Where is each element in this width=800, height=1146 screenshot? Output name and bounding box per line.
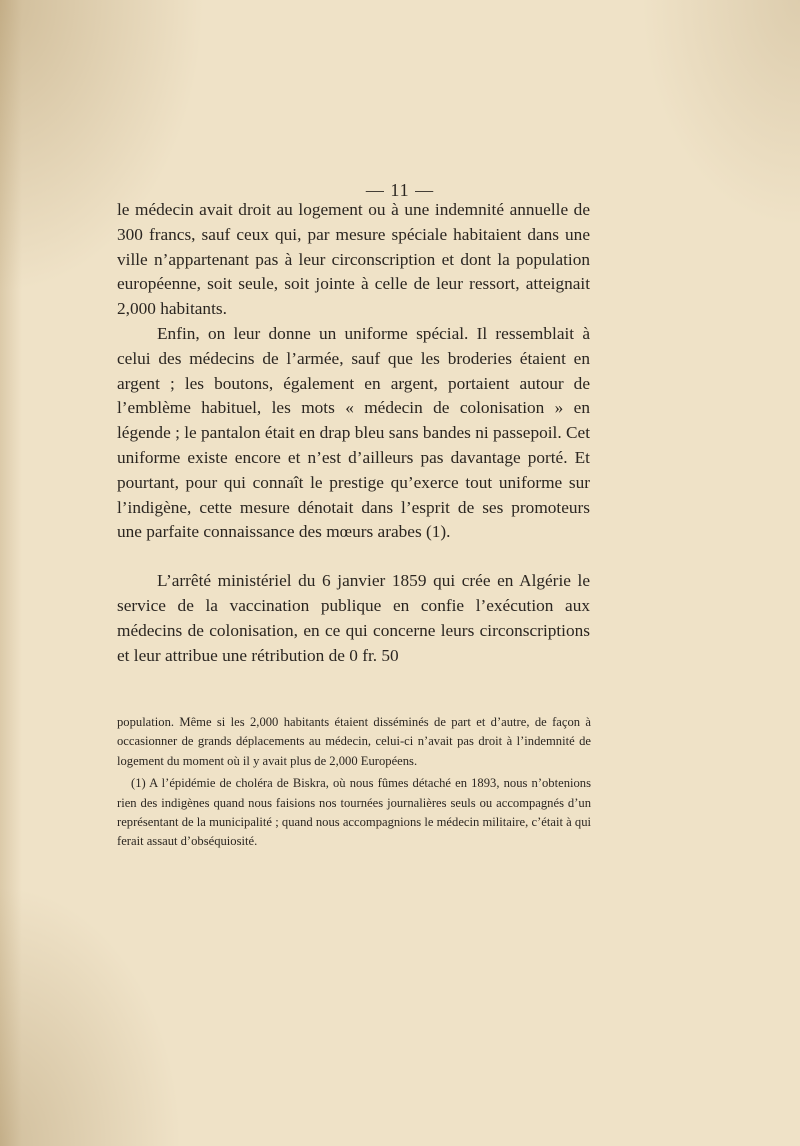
paragraph-vaccination: L’arrêté ministériel du 6 janvier 1859 qui crée en Algérie le service de la vaccination publique en confie l’exécution aux médecins de colonisation, en ce qui concerne leurs circonscriptions et leur attribue une rétribution de 0 fr. 50 (117, 571, 590, 665)
footnote-1: (1) A l’épidémie de choléra de Biskra, où nous fûmes détaché en 1893, nous n’obtenions rien des indigènes quand nous faisions nos tournées journalières seuls ou accompagnés d’un représentant de la municipalité ; quand nous accompagnions le médecin militaire, c’était à qui ferait assaut d’obséquiosité. (117, 776, 591, 849)
page-number: — 11 — (365, 180, 435, 200)
paragraph-uniform: Enfin, on leur donne un uniforme spécial. Il ressemblait à celui des médecins de l’armée, sauf que les broderies étaient en argent ; les boutons, également en argent, portaient autour de l’emblème habituel, les mots « médecin de colonisation » en légende ; le pantalon était en drap bleu sans bandes ni passepoil. Cet uniforme existe encore et n’est d’ailleurs pas davantage porté. Et pourtant, pour qui connaît le prestige qu’exerce tout uniforme sur l’indigène, cette mesure dénotait dans l’esprit de ses promoteurs une parfaite connaissance des mœurs arabes (1). (117, 323, 590, 542)
main-text-body (117, 198, 590, 668)
paragraph-continued: le médecin avait droit au logement ou à une indemnité annuelle de 300 francs, sauf ceux qui, par mesure spéciale habitaient dans une ville n’appartenant pas à leur circonscription et dont la population européenne, soit seule, soit jointe à celle de leur ressort, atteignait 2,000 habitants. (117, 200, 590, 319)
footnote-continued: population. Même si les 2,000 habitants étaient disséminés de part et d’autre, de façon à occasionner de grands déplacements au médecin, celui-ci n’avait pas droit à l’indemnité de logement du moment où il y avait plus de 2,000 Européens. (117, 715, 591, 768)
footnotes (117, 713, 591, 852)
